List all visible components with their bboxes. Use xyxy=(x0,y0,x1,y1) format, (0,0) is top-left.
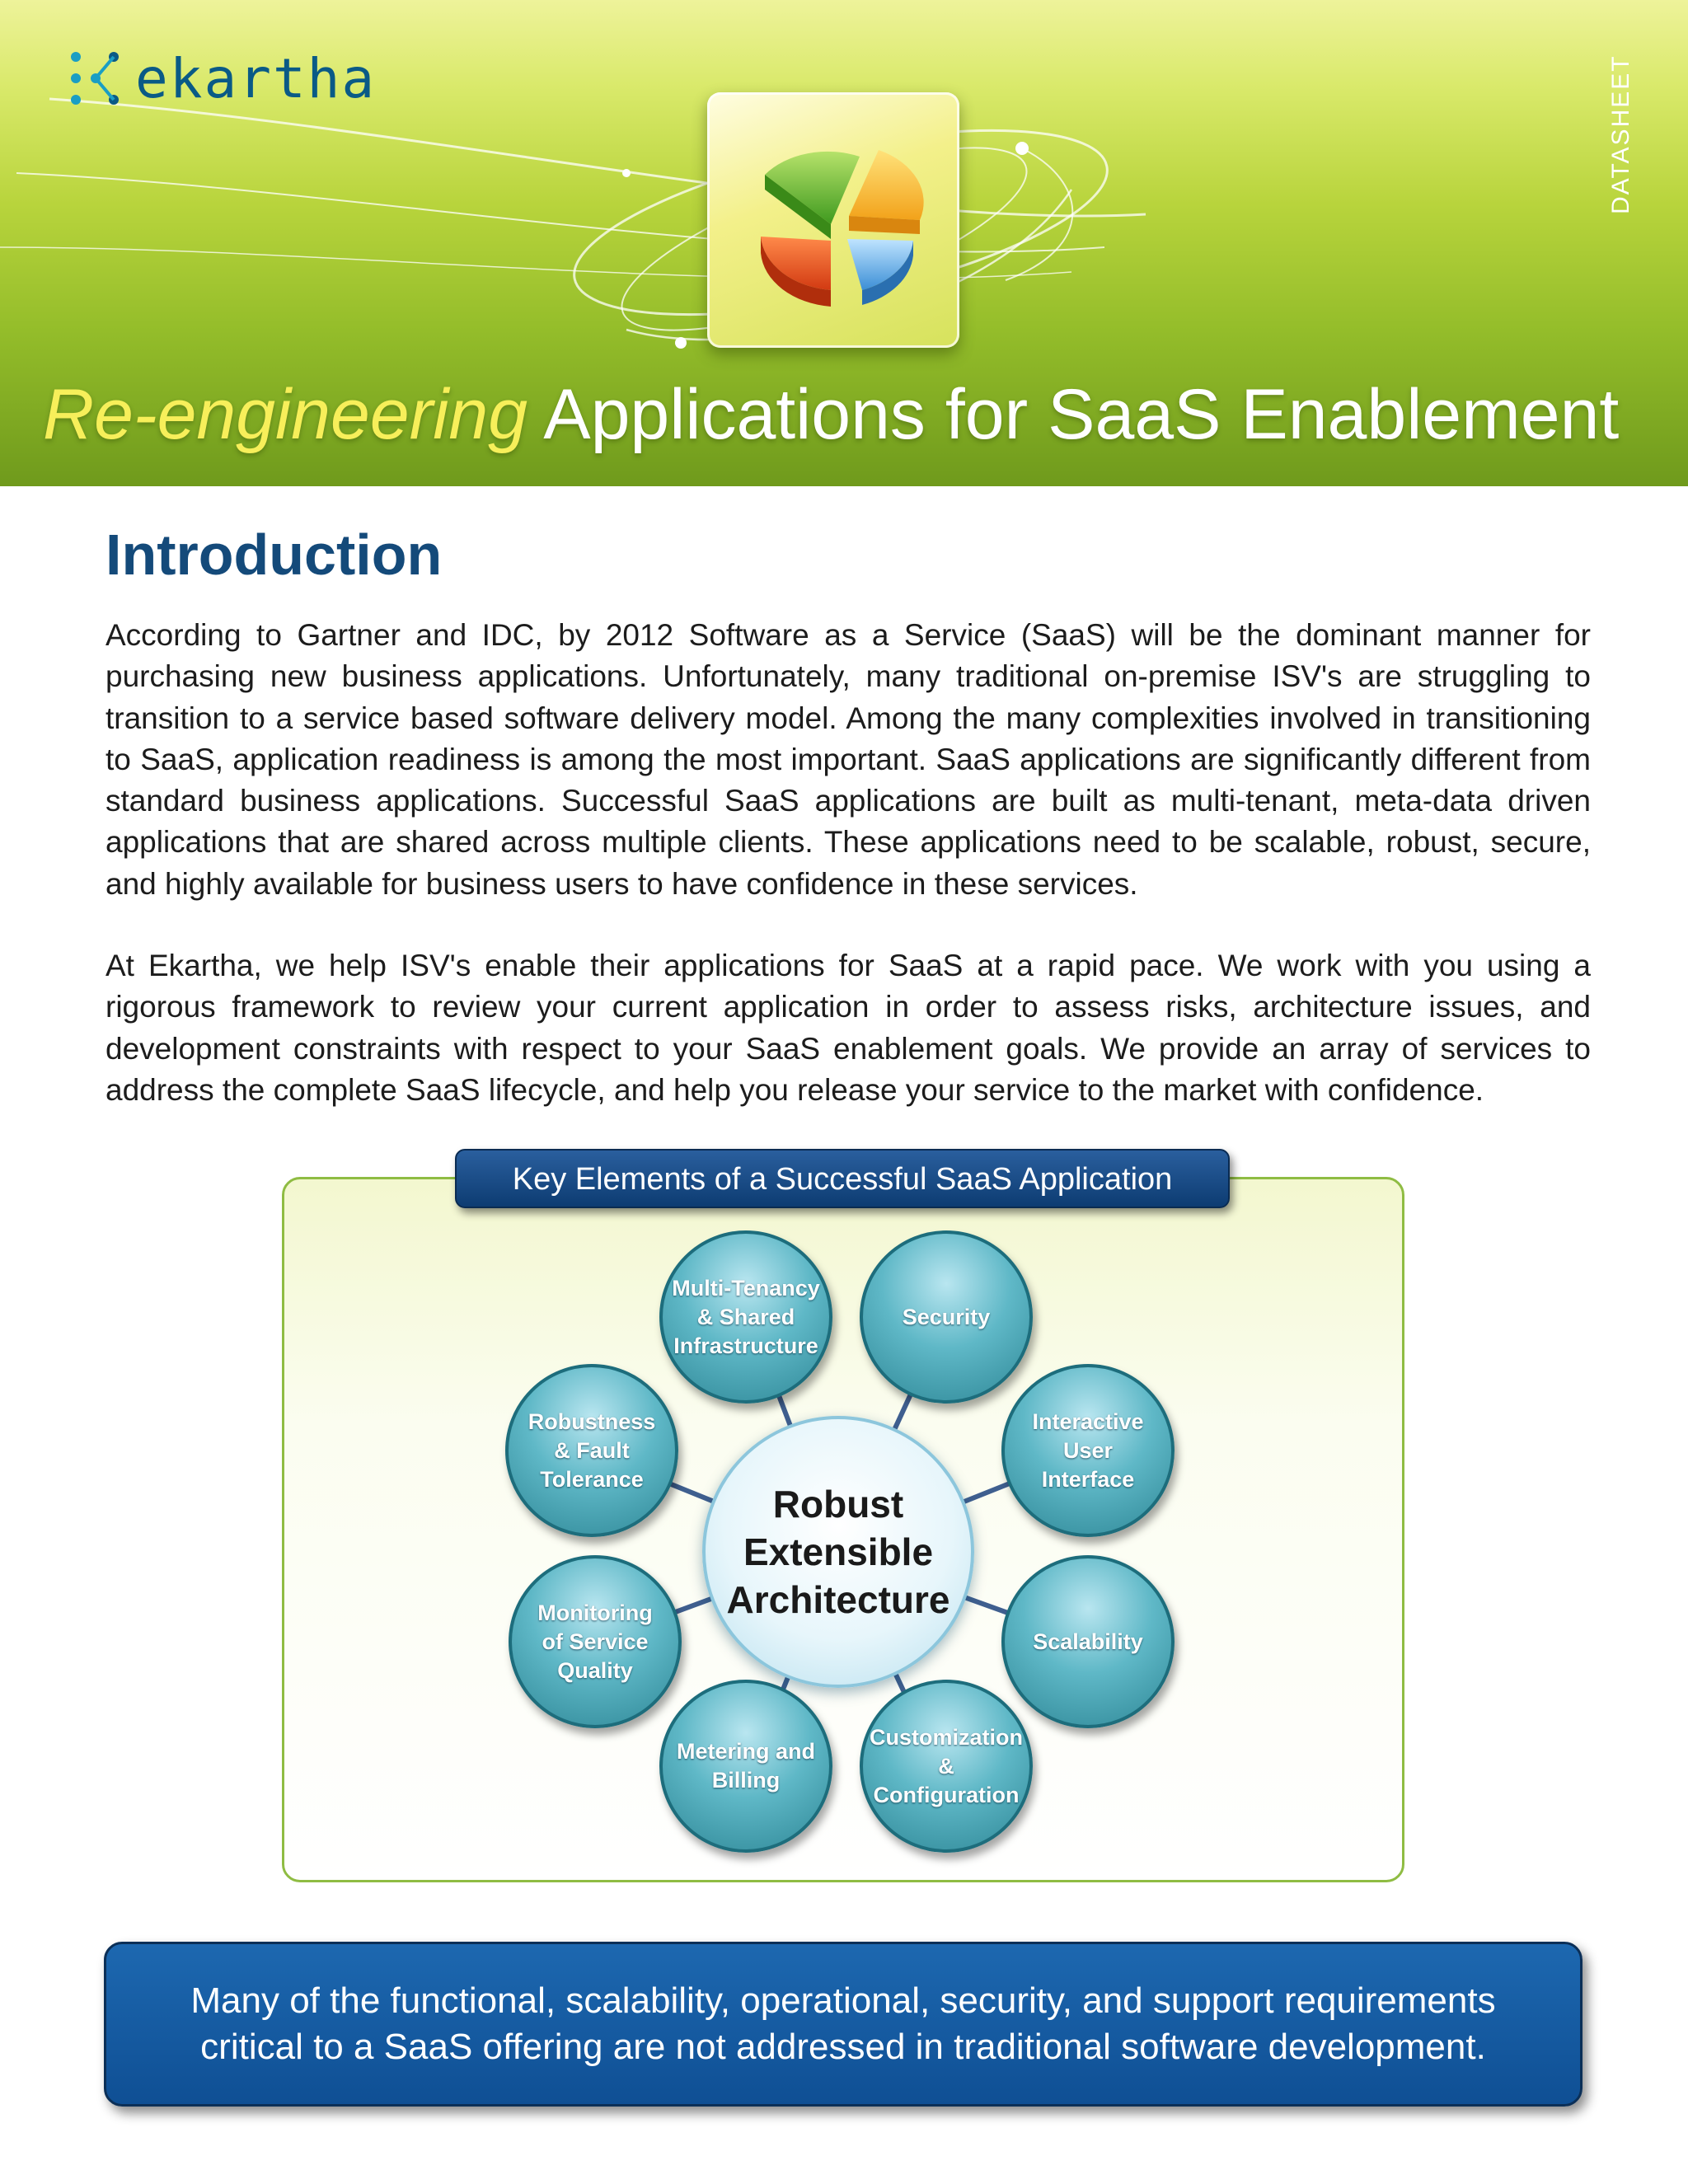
node-label: Customization & Configuration xyxy=(870,1724,1023,1807)
logo-text: ekartha xyxy=(135,46,377,110)
node-customization xyxy=(860,1680,1033,1853)
node-label: Scalability xyxy=(1033,1629,1143,1654)
intro-paragraph-1: According to Gartner and IDC, by 2012 Software as a Service (SaaS) will be the dominant manner for purchasing new business applications. Unfortunately, many traditional on-premise ISV's are struggling to transition to a service based software delivery model. Among the many complexities involved in transitioning to SaaS, application readiness is among the most important. SaaS applications are significantly different from standard business applications. Successful SaaS applications are built as multi-tenant, meta-data driven applications that are shared across multiple clients. These applications need to be scalable, robust, secure, and highly available for business users to have confidence in these services. xyxy=(106,618,1591,901)
node-robustness xyxy=(505,1364,678,1537)
node-interactive-ui xyxy=(1001,1364,1175,1537)
intro-paragraph-2: At Ekartha, we help ISV's enable their applications for SaaS at a rapid pace. We work with you using a rigorous framework to review your current application in order to assess risks, architecture issues, and development constraints with respect to your SaaS enablement goals. We provide an array of services to address the complete SaaS lifecycle, and help you release your service to the market with confidence. xyxy=(106,949,1591,1107)
node-label: Robustness & Fault Tolerance xyxy=(528,1408,656,1492)
node-label: Interactive User Interface xyxy=(1032,1408,1144,1492)
node-multi-tenancy xyxy=(659,1230,832,1404)
title-emphasis: Re-engineering xyxy=(43,375,528,454)
node-label: Metering and Billing xyxy=(676,1739,815,1793)
node-label: Monitoring of Service Quality xyxy=(537,1600,653,1683)
node-scalability xyxy=(1001,1555,1175,1728)
center-label: Robust Extensible Architecture xyxy=(726,1483,950,1621)
node-security xyxy=(860,1230,1033,1404)
center-node xyxy=(702,1416,974,1688)
diagram-title: Key Elements of a Successful SaaS Application xyxy=(455,1149,1230,1208)
callout-box xyxy=(104,1942,1582,2107)
title-rest: Applications for SaaS Enablement xyxy=(528,375,1620,454)
node-metering-billing xyxy=(659,1680,832,1853)
callout-text: Many of the functional, scalability, operational, security, and support requirements critical to a SaaS offering are not addressed in traditional software development. xyxy=(190,1980,1496,2067)
introduction-heading: Introduction xyxy=(106,523,443,587)
node-label: Multi-Tenancy & Shared Infrastructure xyxy=(672,1275,820,1358)
datasheet-label: DATASHEET xyxy=(1607,54,1634,214)
node-label: Security xyxy=(902,1304,991,1329)
node-monitoring xyxy=(509,1555,682,1728)
